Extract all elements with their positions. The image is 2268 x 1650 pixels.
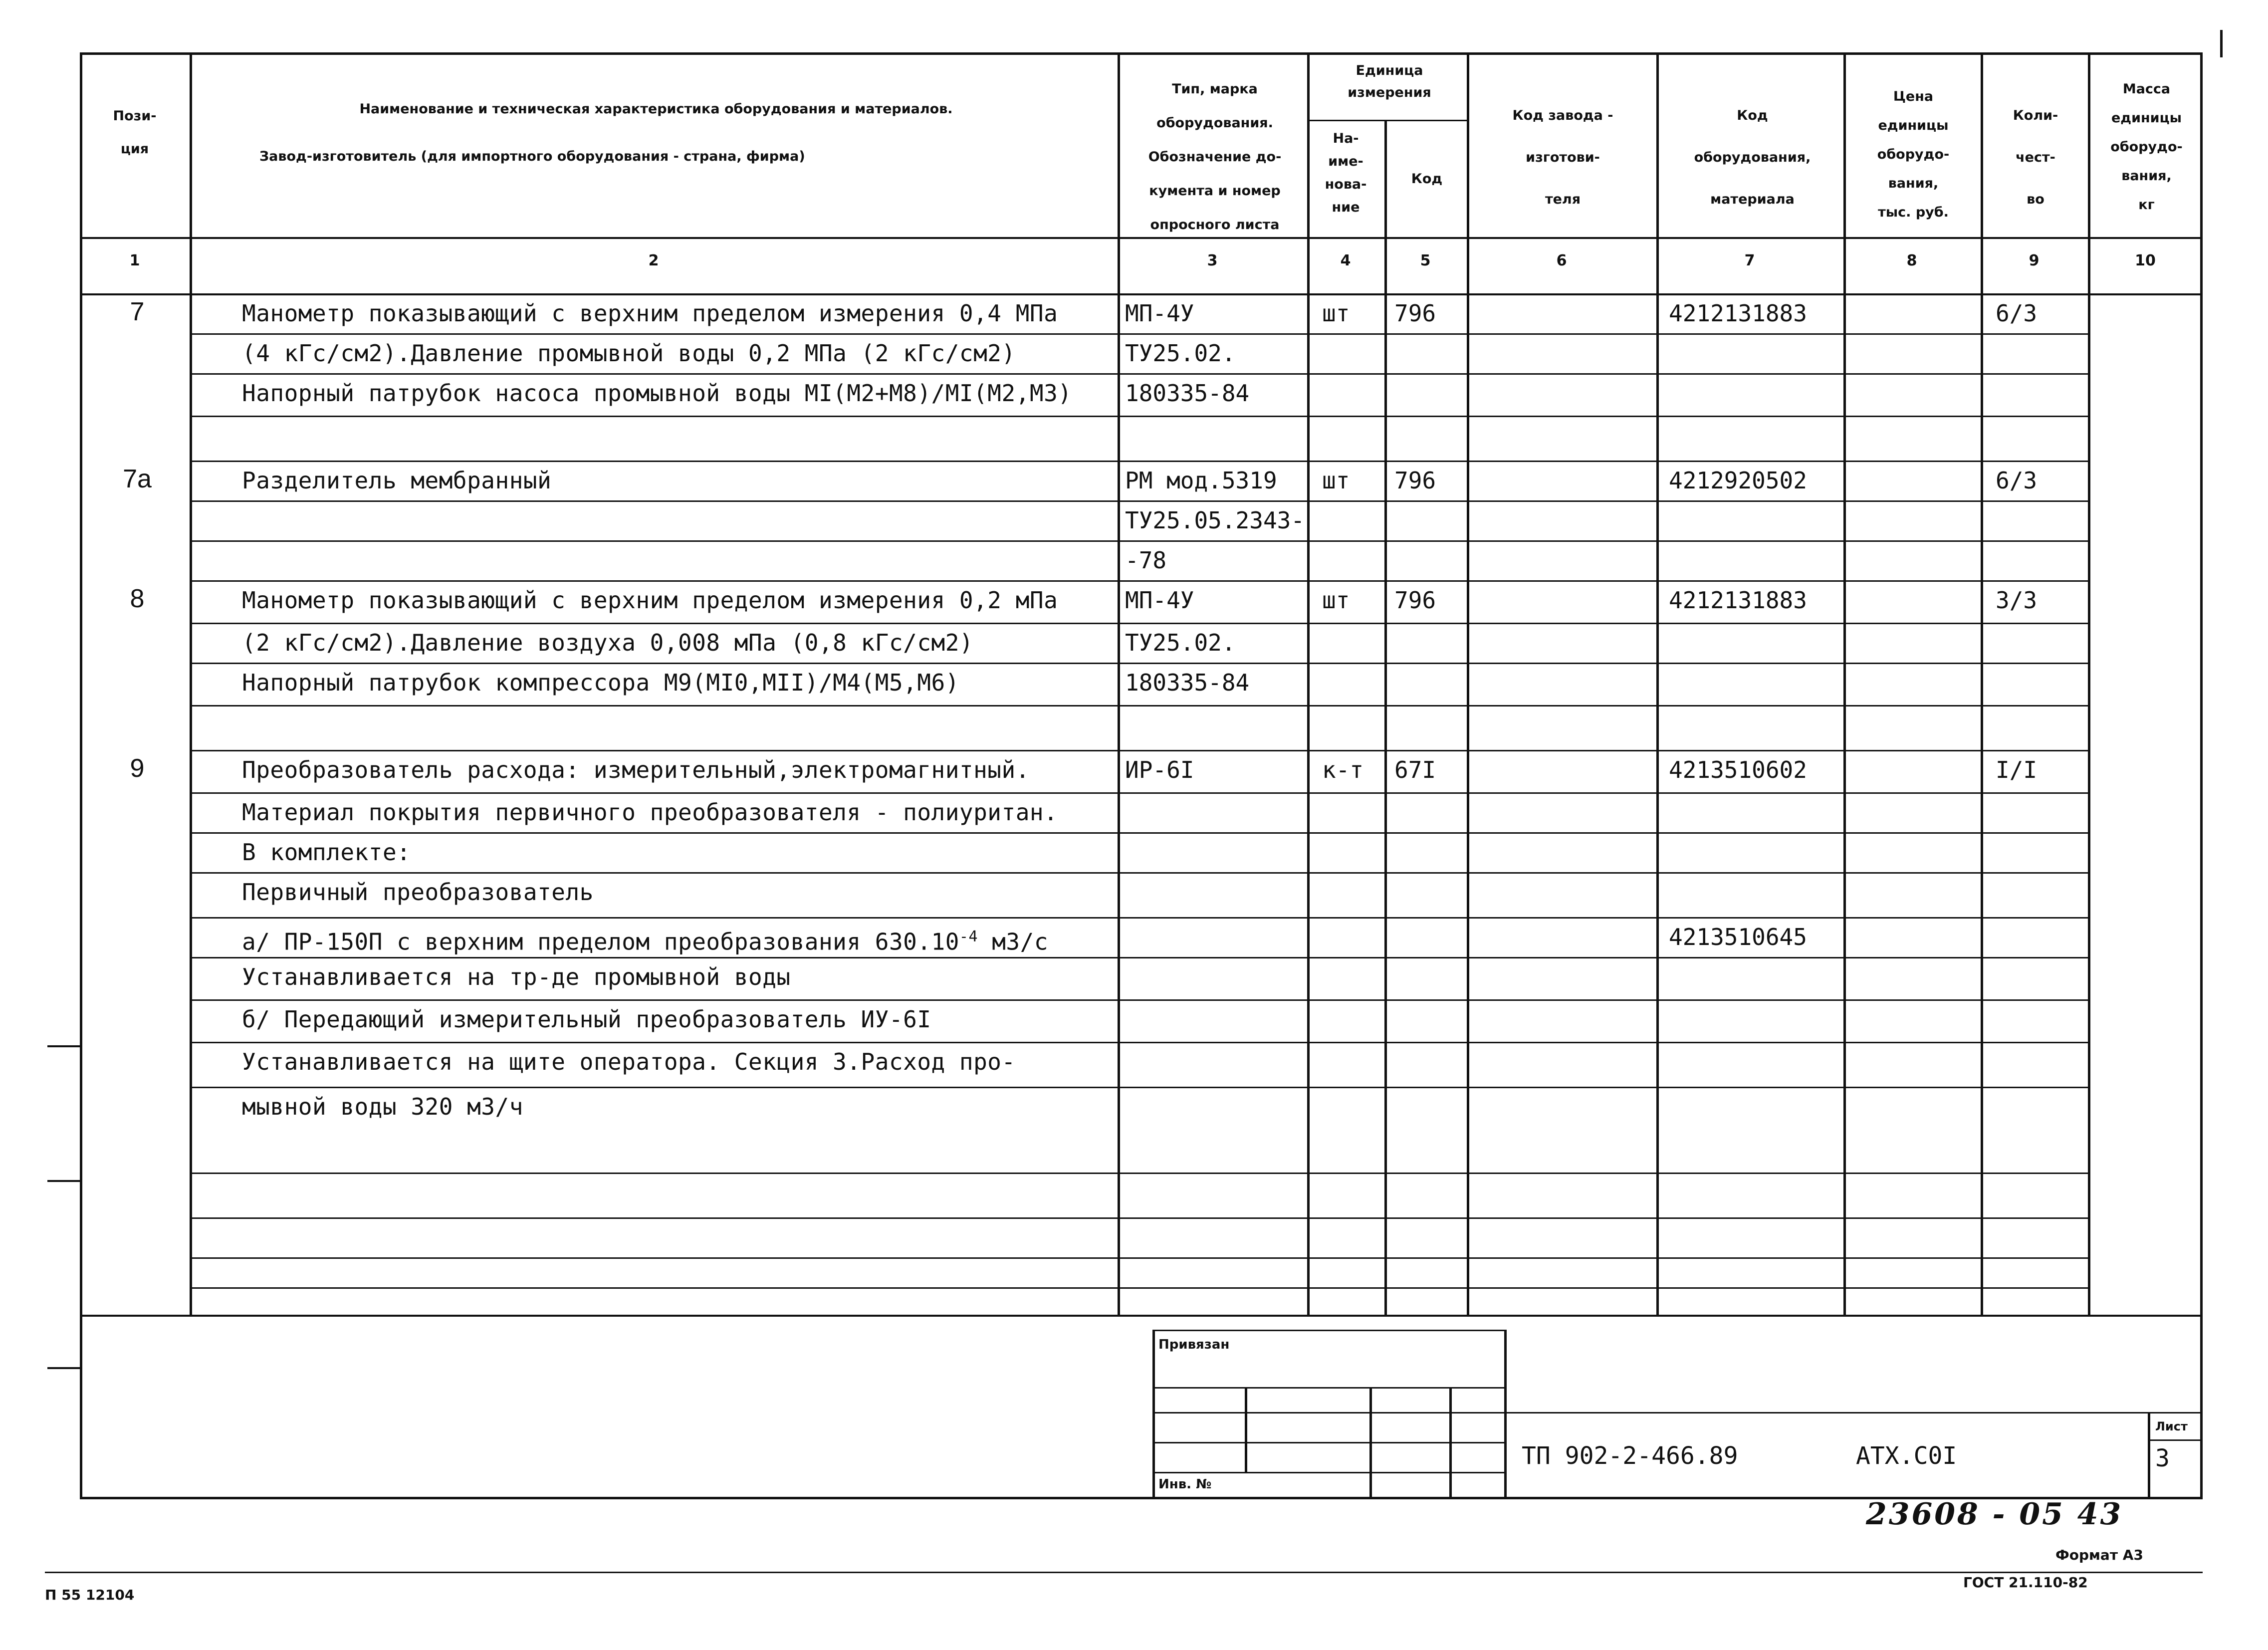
col-divider-1 bbox=[190, 52, 192, 1315]
margin-tick-2 bbox=[47, 1180, 80, 1182]
row-divider bbox=[190, 540, 2088, 542]
unit-code-cell: 67I bbox=[1394, 756, 1436, 783]
equipment-code-cell: 4213510602 bbox=[1669, 756, 1807, 783]
right-corner-tick bbox=[2220, 30, 2223, 57]
margin-tick-3 bbox=[47, 1367, 80, 1369]
flow-unit: м3/с bbox=[978, 928, 1049, 955]
document-mark: АТХ.С0I bbox=[1856, 1442, 1957, 1470]
name-cell: Разделитель мембранный bbox=[242, 467, 552, 494]
row-divider bbox=[190, 461, 2088, 462]
row-divider bbox=[190, 1173, 2088, 1174]
type-cell: 180335-84 bbox=[1125, 380, 1250, 407]
column-number: 6 bbox=[1556, 252, 1567, 269]
row-divider bbox=[190, 999, 2088, 1001]
quantity-cell: 3/3 bbox=[1996, 587, 2038, 614]
row-divider bbox=[190, 750, 2088, 751]
column-number: 5 bbox=[1420, 252, 1431, 269]
row-divider bbox=[190, 1087, 2088, 1088]
quantity-cell: 6/3 bbox=[1996, 467, 2038, 494]
type-cell: ТУ25.05.2343- bbox=[1125, 507, 1305, 534]
row-divider bbox=[190, 500, 2088, 502]
row-divider bbox=[190, 832, 2088, 834]
column-number: 10 bbox=[2135, 252, 2156, 269]
header-position: Пози- ция bbox=[113, 108, 157, 157]
unit-cell: шт bbox=[1322, 467, 1350, 494]
quantity-cell: I/I bbox=[1996, 756, 2038, 783]
name-cell: Манометр показывающий с верхним пределом измерения 0,2 мПа bbox=[242, 587, 1058, 614]
stamp-row-4 bbox=[1152, 1472, 1507, 1473]
title-block-line bbox=[1504, 1412, 2203, 1414]
format-label: Формат А3 bbox=[2055, 1547, 2143, 1563]
row-divider bbox=[190, 1042, 2088, 1043]
stamp-row-3 bbox=[1152, 1442, 1507, 1443]
name-cell: Напорный патрубок компрессора М9(МI0,МII)/М4(М5,М6) bbox=[242, 669, 959, 696]
row-divider bbox=[190, 623, 2088, 624]
column-number: 4 bbox=[1340, 252, 1351, 269]
flow-exponent: -4 bbox=[959, 928, 978, 945]
stamp-left bbox=[1152, 1330, 1155, 1499]
document-code: ТП 902-2-466.89 bbox=[1522, 1442, 1738, 1470]
col-divider-6 bbox=[1656, 52, 1659, 1315]
position-cell: 7 bbox=[130, 297, 145, 326]
row-divider bbox=[190, 917, 2088, 919]
col-divider-9 bbox=[2088, 52, 2090, 1315]
row-divider bbox=[190, 705, 2088, 707]
header-type: Тип, марка оборудования. Обозначение до- кумента и номер опросного листа bbox=[1148, 81, 1282, 233]
column-number: 7 bbox=[1744, 252, 1755, 269]
column-number: 9 bbox=[2029, 252, 2040, 269]
quantity-cell: 6/3 bbox=[1996, 300, 2038, 327]
unit-code-cell: 796 bbox=[1394, 300, 1436, 327]
gost-label: ГОСТ 21.110-82 bbox=[1963, 1574, 2088, 1591]
row-divider bbox=[190, 416, 2088, 417]
sheet-box-left bbox=[2148, 1412, 2150, 1499]
row-divider bbox=[190, 333, 2088, 335]
sheet-label: Лист bbox=[2155, 1419, 2188, 1433]
name-cell: Материал покрытия первичного преобразователя - полиуритан. bbox=[242, 799, 1058, 826]
row-divider bbox=[190, 663, 2088, 664]
name-cell: мывной воды 320 м3/ч bbox=[242, 1093, 523, 1120]
unit-code-cell: 796 bbox=[1394, 587, 1436, 614]
header-name-line2: Завод-изготовитель (для импортного оборудования - страна, фирма) bbox=[259, 149, 805, 164]
type-cell: МП-4У bbox=[1125, 587, 1194, 614]
name-cell: б/ Передающий измерительный преобразователь ИУ-6I bbox=[242, 1006, 931, 1033]
name-cell: а/ ПР-150П с верхним пределом преобразования $630.10^{-4}$ м3/с bbox=[242, 928, 1049, 955]
attached-label: Привязан bbox=[1158, 1337, 1230, 1352]
unit-subheader-line bbox=[1310, 120, 1469, 121]
row-divider bbox=[190, 957, 2088, 958]
type-cell: -78 bbox=[1125, 547, 1167, 574]
header-top-line bbox=[80, 52, 2203, 54]
numbers-bottom-line bbox=[80, 293, 2203, 295]
header-unit-group: Единица измерения bbox=[1348, 63, 1431, 100]
name-cell: Преобразователь расхода: измерительный,электромагнитный. bbox=[242, 756, 1030, 783]
col-divider-2 bbox=[1118, 52, 1120, 1315]
column-number: 3 bbox=[1207, 252, 1218, 269]
position-cell: 9 bbox=[130, 754, 145, 783]
stamp-col-1 bbox=[1245, 1387, 1247, 1472]
type-cell: РМ мод.5319 bbox=[1125, 467, 1277, 494]
col-divider-5 bbox=[1467, 52, 1469, 1315]
type-cell: ТУ25.02. bbox=[1125, 629, 1236, 656]
header-bottom-line bbox=[80, 237, 2203, 239]
row-divider bbox=[190, 1257, 2088, 1259]
unit-cell: шт bbox=[1322, 587, 1350, 614]
name-cell: Первичный преобразователь bbox=[242, 879, 594, 906]
type-cell: ТУ25.02. bbox=[1125, 340, 1236, 367]
name-cell: Напорный патрубок насоса промывной воды МI(М2+М8)/МI(М2,М3) bbox=[242, 380, 1072, 407]
column-number: 1 bbox=[129, 252, 140, 269]
inventory-number-label: Инв. № bbox=[1158, 1477, 1212, 1492]
header-name-line1: Наименование и техническая характеристика оборудования и материалов. bbox=[359, 101, 953, 117]
unit-code-cell: 796 bbox=[1394, 467, 1436, 494]
col-divider-3 bbox=[1307, 52, 1310, 1315]
header-unit-name: На- име- нова- ние bbox=[1325, 131, 1367, 215]
header-manufacturer-code: Код завода - изготови- теля bbox=[1512, 108, 1613, 207]
equipment-code-cell: 4212920502 bbox=[1669, 467, 1807, 494]
sheet-number: 3 bbox=[2155, 1444, 2170, 1472]
corner-code: П 55 12104 bbox=[45, 1587, 135, 1603]
type-cell: МП-4У bbox=[1125, 300, 1194, 327]
column-number: 8 bbox=[1906, 252, 1917, 269]
header-mass: Масса единицы оборудо- вания, кг bbox=[2110, 81, 2183, 213]
stamp-row-1 bbox=[1152, 1387, 1507, 1389]
row-divider bbox=[190, 792, 2088, 794]
margin-tick-1 bbox=[47, 1045, 80, 1047]
name-cell: Устанавливается на тр-де промывной воды bbox=[242, 963, 791, 990]
position-cell: 8 bbox=[130, 584, 145, 613]
name-cell: В комплекте: bbox=[242, 839, 411, 866]
stamp-col-2 bbox=[1369, 1387, 1372, 1499]
stamp-right bbox=[1504, 1330, 1507, 1499]
equipment-code-cell: 4212131883 bbox=[1669, 300, 1807, 327]
unit-cell: к-т bbox=[1322, 756, 1364, 783]
header-equipment-code: Код оборудования, материала bbox=[1694, 108, 1811, 207]
table-body-bottom bbox=[80, 1315, 2203, 1317]
name-cell: (4 кГс/см2).Давление промывной воды 0,2 МПа (2 кГс/см2) bbox=[242, 340, 1016, 367]
header-price: Цена единицы оборудо- вания, тыс. руб. bbox=[1877, 89, 1950, 220]
row-divider bbox=[190, 1287, 2088, 1289]
column-number: 2 bbox=[648, 252, 659, 269]
stamp-row-2 bbox=[1152, 1412, 1507, 1414]
header-unit-code: Код bbox=[1411, 171, 1443, 187]
footer-line bbox=[45, 1572, 2203, 1573]
col-divider-7 bbox=[1843, 52, 1846, 1315]
header-quantity: Коли- чест- во bbox=[2013, 108, 2058, 207]
type-cell: 180335-84 bbox=[1125, 669, 1250, 696]
name-cell: (2 кГс/см2).Давление воздуха 0,008 мПа (0,8 кГс/см2) bbox=[242, 629, 974, 656]
name-cell: Манометр показывающий с верхним пределом измерения 0,4 МПа bbox=[242, 300, 1058, 327]
row-divider bbox=[190, 872, 2088, 874]
type-cell: ИР-6I bbox=[1125, 756, 1194, 783]
stamp-col-3 bbox=[1449, 1387, 1452, 1499]
col-divider-4 bbox=[1384, 120, 1387, 1315]
equipment-code-cell: 4212131883 bbox=[1669, 587, 1807, 614]
row-divider bbox=[190, 580, 2088, 582]
row-divider bbox=[190, 1217, 2088, 1219]
row-divider bbox=[190, 373, 2088, 375]
sheet-box-divider bbox=[2148, 1439, 2203, 1441]
position-cell: 7а bbox=[123, 465, 152, 493]
stamp-top bbox=[1152, 1330, 1507, 1331]
handwritten-inventory: 23608 - 05 43 bbox=[1866, 1497, 2123, 1532]
name-cell: Устанавливается на щите оператора. Секция 3.Расход про- bbox=[242, 1048, 1016, 1075]
col-divider-8 bbox=[1981, 52, 1983, 1315]
equipment-code-cell: 4213510645 bbox=[1669, 924, 1807, 950]
unit-cell: шт bbox=[1322, 300, 1350, 327]
